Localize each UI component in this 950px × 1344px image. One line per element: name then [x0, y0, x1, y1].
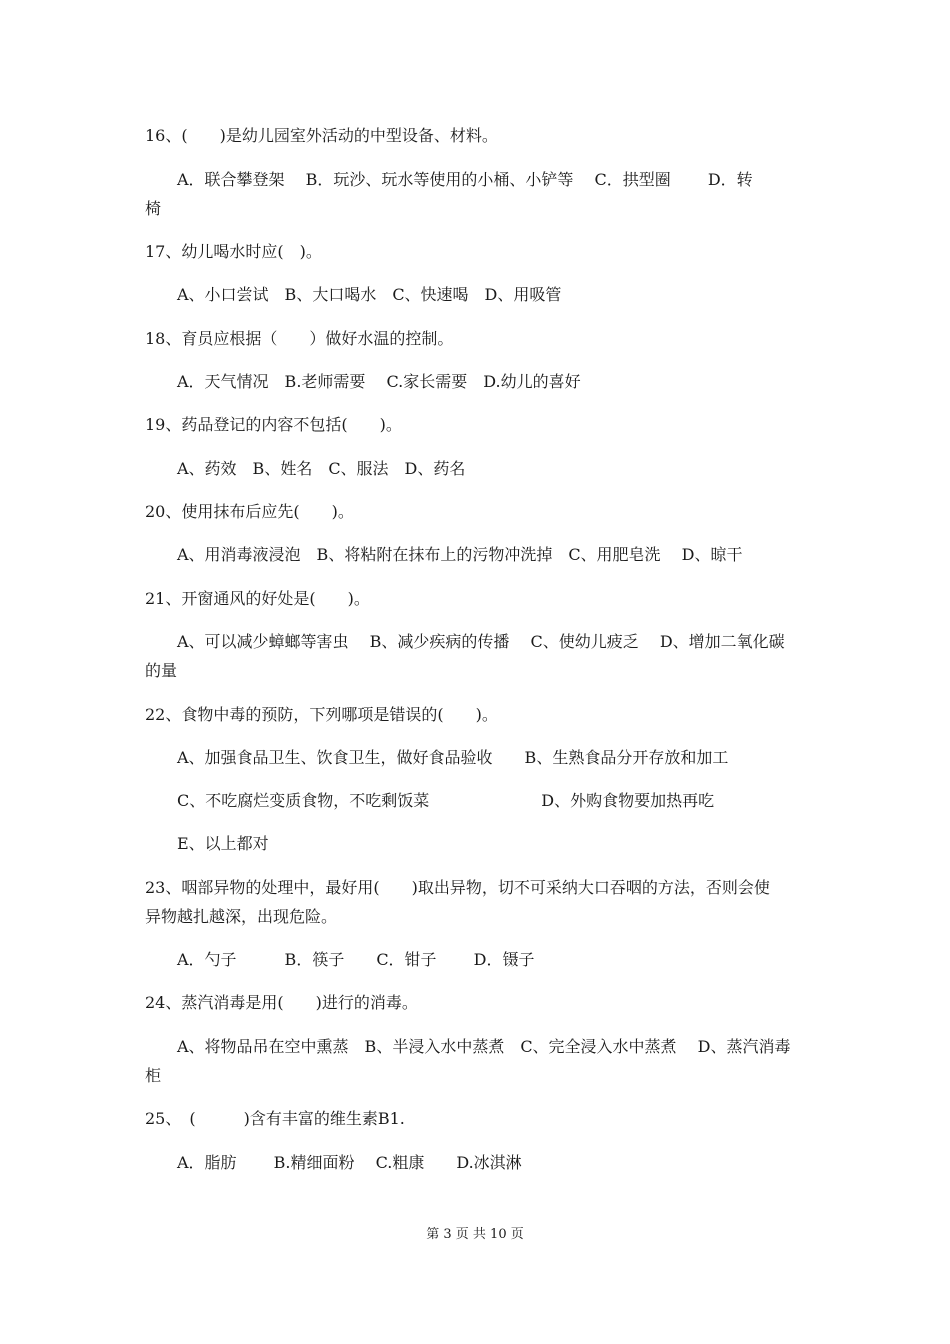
question-17-stem: 17、幼儿喝水时应( )。 [145, 242, 322, 261]
question-22-options-e: E、以上都对 [177, 834, 269, 853]
question-25-stem: 25、 ( )含有丰富的维生素B1. [145, 1109, 405, 1128]
question-23-stem: 23、咽部异物的处理中，最好用( )取出异物，切不可采纳大口吞咽的方法，否则会使 [145, 878, 770, 897]
question-21-options: A、可以减少蟑螂等害虫 B、减少疾病的传播 C、使幼儿疲乏 D、增加二氧化碳 [177, 632, 785, 651]
page-number-footer: 第 3 页 共 10 页 [426, 1227, 524, 1242]
question-16-stem: 16、( )是幼儿园室外活动的中型设备、材料。 [145, 126, 498, 145]
question-23-stem-wrap: 异物越扎越深，出现危险。 [145, 907, 338, 926]
question-24-stem: 24、蒸汽消毒是用( )进行的消毒。 [145, 993, 418, 1012]
question-22-options-cd: C、不吃腐烂变质食物，不吃剩饭菜 D、外购食物要加热再吃 [177, 791, 715, 810]
question-20-options: A、用消毒液浸泡 B、将粘附在抹布上的污物冲洗掉 C、用肥皂洗 D、晾干 [177, 545, 743, 564]
question-19-options: A、药效 B、姓名 C、服法 D、药名 [177, 459, 466, 478]
question-21-options-wrap: 的量 [145, 661, 178, 680]
question-24-options: A、将物品吊在空中熏蒸 B、半浸入水中蒸煮 C、完全浸入水中蒸煮 D、蒸汽消毒 [177, 1037, 791, 1056]
question-16-options: A．联合攀登架 B．玩沙、玩水等使用的小桶、小铲等 C．拱型圈 D．转 [177, 170, 753, 189]
question-22-options-ab: A、加强食品卫生、饮食卫生，做好食品验收 B、生熟食品分开存放和加工 [177, 748, 729, 767]
question-21-stem: 21、开窗通风的好处是( )。 [145, 589, 370, 608]
question-22-stem: 22、食物中毒的预防，下列哪项是错误的( )。 [145, 705, 498, 724]
question-25-options: A．脂肪 B.精细面粉 C.粗康 D.冰淇淋 [177, 1153, 522, 1172]
question-18-options: A．天气情况 B.老师需要 C.家长需要 D.幼儿的喜好 [177, 372, 581, 391]
question-16-options-wrap: 椅 [145, 199, 162, 218]
question-17-options: A、小口尝试 B、大口喝水 C、快速喝 D、用吸管 [177, 285, 562, 304]
question-20-stem: 20、使用抹布后应先( )。 [145, 502, 354, 521]
question-18-stem: 18、育员应根据（ ）做好水温的控制。 [145, 329, 454, 348]
question-23-options: A．勺子 B．筷子 C．钳子 D．镊子 [177, 950, 535, 969]
question-24-options-wrap: 柜 [145, 1066, 162, 1085]
question-19-stem: 19、药品登记的内容不包括( )。 [145, 415, 402, 434]
